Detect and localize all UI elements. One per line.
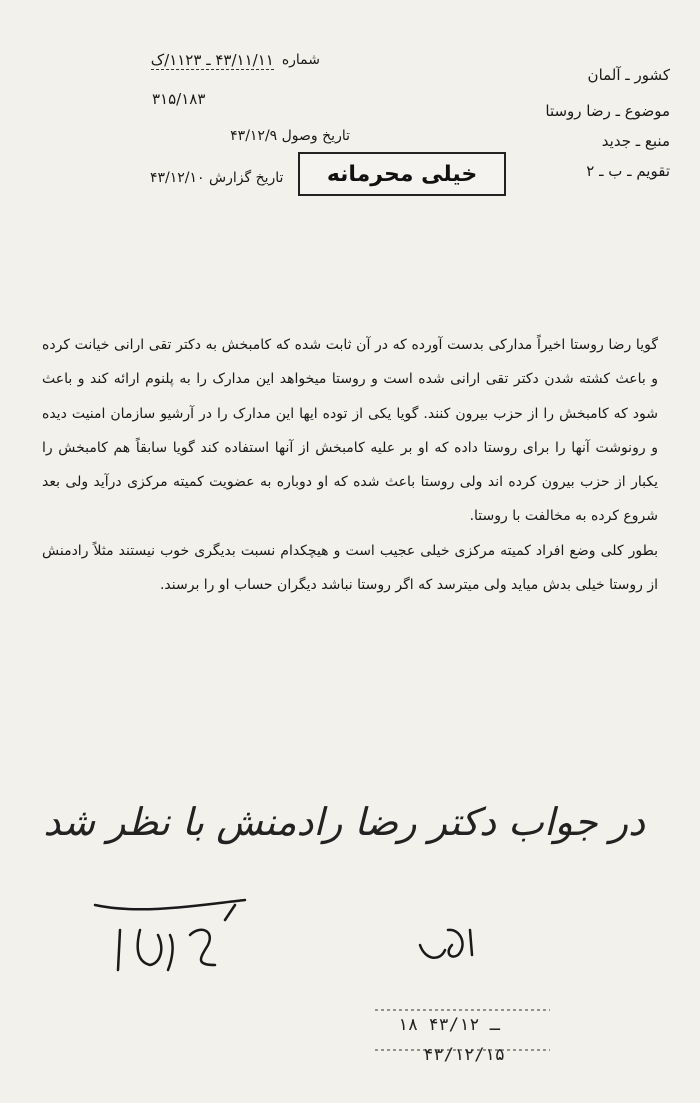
handwritten-initials (95, 900, 245, 970)
handwritten-mark (420, 930, 472, 958)
file-reference: ۳۱۵/۱۸۳ (152, 90, 206, 108)
number-value: ۴۳/۱۱/۱۱ ـ ۱۱۲۳/ک (150, 50, 274, 69)
body-paragraph-1: گویا رضا روستا اخیراً مدارکی بدست آورده که در آن ثابت شده که کامبخش به دکتر تقی ارانی خیانت کرده و باعث کشته شدن دکتر تقی ارانی شده است و روستا میخواهد این مدارک را به پلنوم ارائه کند و باعث شود که کامبخش را از حزب بیرون کنند. گویا یکی از توده ایها این مدارک را در آرشیو سازمان امنیت دیده و رونوشت آنها را برای روستا داده که او بر علیه کامبخش از آنها استفاده کند گویا سابقاً هم کامبخش را یکبار از حزب بیرون کرده اند ولی روستا باعث شده که او دوباره به عضویت کمیته مرکزی درآید ولی بعد شروع کرده به مخالفت با روستا. (42, 337, 658, 525)
initials-text: ۱۲/۱ (170, 952, 172, 953)
reference-number-2: ۴۳/۱۲/۱۵ (423, 1045, 505, 1065)
country-line: کشور ـ آلمان (587, 66, 670, 84)
evaluation-line: تقویم ـ ب ـ ۲ (586, 162, 670, 180)
receipt-date: تاریخ وصول ۴۳/۱۲/۹ (230, 128, 350, 144)
reference-number-1: ۱۸ ـ ۴۳/۱۲ (397, 1015, 500, 1035)
report-date: تاریخ گزارش ۴۳/۱۲/۱۰ (150, 170, 284, 186)
number-label: شماره (281, 52, 320, 68)
handwritten-note: در جواب دکتر رضا رادمنش با نظر شد (43, 800, 645, 844)
body-paragraph-2: بطور کلی وضع افراد کمیته مرکزی خیلی عجیب است و هیچکدام نسبت بدیگری خوب نیستند مثلاً رادمنش از روستا خیلی بدش میاید ولی میترسد که اگر روستا نباشد دیگران حساب او را برسند. (42, 542, 658, 594)
subject-line: موضوع ـ رضا روستا (545, 102, 670, 120)
source-line: منبع ـ جدید (601, 132, 670, 150)
classification-stamp: خیلی محرمانه (298, 152, 506, 196)
